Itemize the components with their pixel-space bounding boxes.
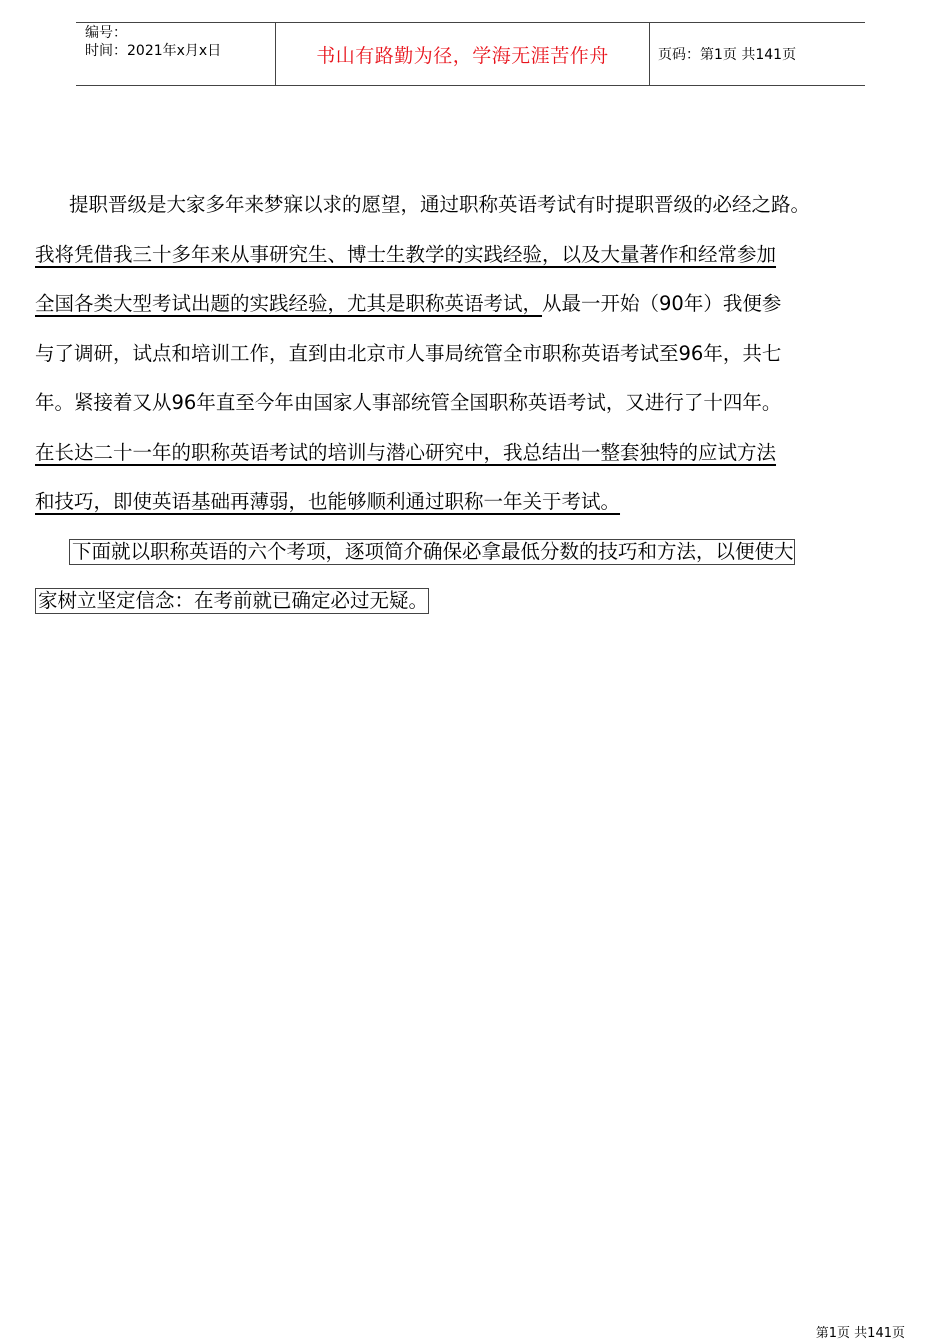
- paragraph-line: [35, 428, 920, 478]
- paragraph-line: [35, 329, 920, 379]
- paragraph-line: [35, 477, 920, 527]
- footer-page-info: 第1页 共141页: [815, 1326, 905, 1341]
- paragraph-line: [35, 527, 920, 577]
- underlined-text: 在长达二十一年的职称英语考试的培训与潜心研究中，我总结出一整套独特的应试方法: [35, 440, 777, 464]
- time-label: 时间：2021年x月x日: [85, 43, 222, 59]
- header-motto-cell: [276, 23, 650, 85]
- boxed-text: 下面就以职称英语的六个考项，逐项简介确保必拿最低分数的技巧和方法，以便使大: [69, 539, 795, 565]
- body-text: 与了调研，试点和培训工作，直到由北京市人事局统管全市职称英语考试至96年，共七: [35, 341, 782, 365]
- paragraph-line: [35, 279, 920, 329]
- paragraph-line: [35, 378, 920, 428]
- boxed-text: 家树立坚定信念：在考前就已确定必过无疑。: [35, 588, 429, 614]
- paragraph-line: [35, 180, 920, 230]
- header-table: [76, 22, 865, 86]
- header-page-info: 页码：第1页 共141页: [658, 47, 797, 63]
- header-meta-cell: [76, 23, 276, 85]
- body-text: 年。紧接着又从96年直至今年由国家人事部统管全国职称英语考试，又进行了十四年。: [35, 391, 782, 414]
- doc-number-label: 编号：: [85, 25, 127, 41]
- paragraph-line: [35, 576, 920, 626]
- paragraph-line: [35, 230, 920, 280]
- body-text: 从最一开始（90年）我便参: [542, 292, 782, 315]
- header-page-cell: [650, 23, 865, 85]
- document-body: [35, 180, 920, 626]
- body-text: 提职晋级是大家多年来梦寐以求的愿望，通过职称英语考试有时提职晋级的必经之路。: [69, 193, 811, 216]
- motto-text: 书山有路勤为径，学海无涯苦作舟: [316, 44, 609, 67]
- underlined-text: 全国各类大型考试出题的实践经验，尤其是职称英语考试，: [35, 292, 543, 315]
- underlined-text: 和技巧，即使英语基础再薄弱，也能够顺利通过职称一年关于考试。: [35, 490, 621, 513]
- underlined-text: 我将凭借我三十多年来从事研究生、博士生教学的实践经验，以及大量著作和经常参加: [35, 242, 777, 266]
